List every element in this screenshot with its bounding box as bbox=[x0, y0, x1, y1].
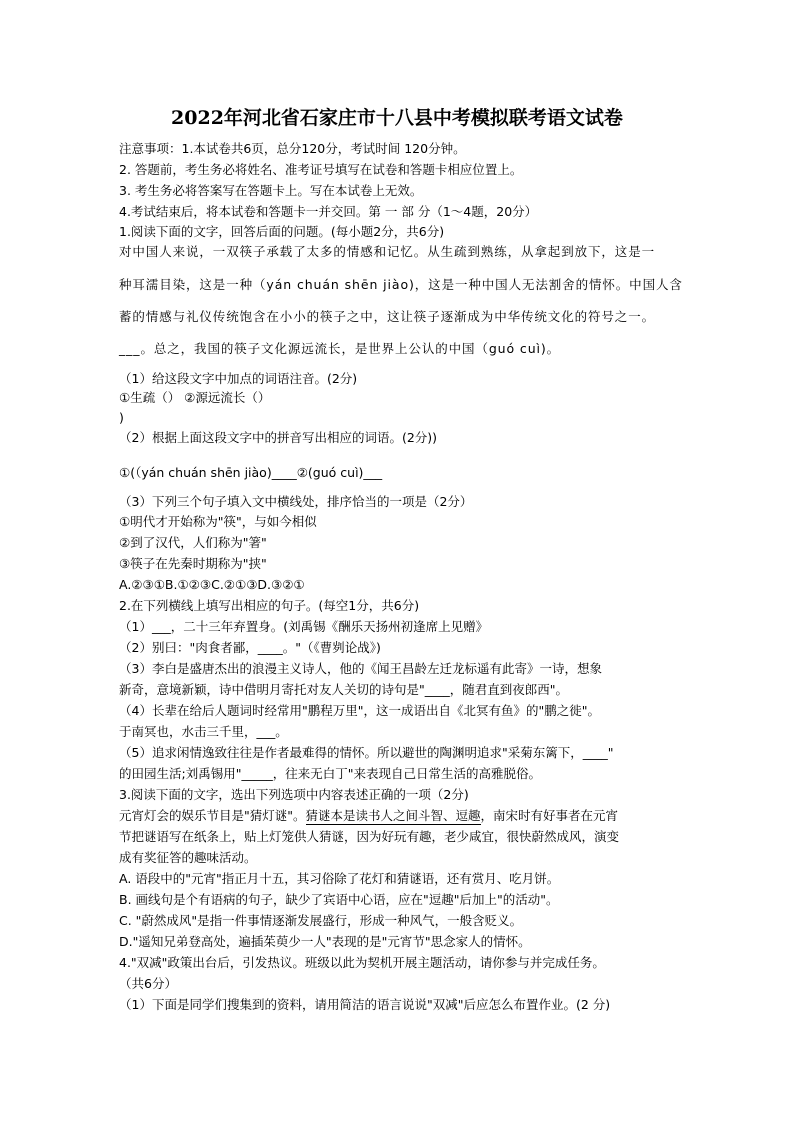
q1-sub3-choices: A.②③①B.①②③C.②①③D.③②① bbox=[119, 577, 305, 592]
q1-sub3-prompt: （3）下列三个句子填入文中横线处，排序恰当的一项是（2分） bbox=[119, 494, 473, 509]
q3-option-b: B. 画线句是个有语病的句子，缺少了宾语中心语，应在"逗趣"后加上"的活动"。 bbox=[119, 892, 559, 907]
q2-line-3: （3）李白是盛唐杰出的浪漫主义诗人，他的《闻王昌龄左迁龙标遥有此寄》一诗，想象 bbox=[119, 661, 602, 676]
notice-line-3: 3. 考生务必将答案写在答题卡上。写在本试卷上无效。 bbox=[119, 183, 423, 198]
exam-title: 2022年河北省石家庄市十八县中考模拟联考语文试卷 bbox=[171, 107, 623, 129]
q1-sub1-close: ) bbox=[119, 410, 124, 425]
q3-passage-rest: ，南宋时有好事者在元宵 bbox=[480, 808, 619, 823]
q2-line-7: （5）追求闲情逸致往往是作者最难得的情怀。所以避世的陶渊明追求"采菊东篱下，____" bbox=[119, 745, 614, 760]
q1-sub2-items: ①(（yán chuán shēn jiào)____②(guó cuì)___ bbox=[119, 465, 383, 480]
q3-option-a: A. 语段中的"元宵"指正月十五，其习俗除了花灯和猜谜语，还有赏月、吃月饼。 bbox=[119, 871, 560, 886]
q4-sub1-prompt: （1）下面是同学们搜集到的资料，请用简洁的语言说说"双减"后应怎么布置作业。(2 分) bbox=[119, 997, 611, 1012]
notice-line-2: 2. 答题前，考生务必将姓名、准考证号填写在试卷和答题卡相应位置上。 bbox=[119, 162, 523, 177]
q1-sub1-prompt: （1）给这段文字中加点的词语注音。(2分) bbox=[119, 371, 358, 386]
q2-line-4: 新奇，意境新颖，诗中借明月寄托对友人关切的诗句是"____，随君直到夜郎西"。 bbox=[119, 682, 569, 697]
q3-option-d: D."遥知兄弟登高处，遍插茱萸少一人"表现的是"元宵节"思念家人的情怀。 bbox=[119, 934, 531, 949]
q2-line-5: （4）长辈在给后人题词时经常用"鹏程万里"，这一成语出自《北冥有鱼》的"鹏之徙"。 bbox=[119, 703, 600, 718]
q1-sub3-option-1: ①明代才开始称为"筷"，与如今相似 bbox=[119, 514, 317, 529]
q1-sub1-items: ①生疏（） ②源远流长（） bbox=[119, 390, 271, 405]
q2-line-8: 的田园生活;刘禹锡用"_____，往来无白丁"来表现自己日常生活的高雅脱俗。 bbox=[119, 766, 541, 781]
q1-sub2-prompt: （2）根据上面这段文字中的拼音写出相应的词语。(2分)) bbox=[119, 430, 438, 445]
question-2-heading: 2.在下列横线上填写出相应的句子。(每空1分，共6分) bbox=[119, 598, 420, 613]
question-4-heading: 4."双减"政策出台后，引发热议。班级以此为契机开展主题活动，请你参与并完成任务。 bbox=[119, 955, 605, 970]
q4-score: （共6分） bbox=[119, 976, 177, 991]
question-1-heading: 1.阅读下面的文字，回答后面的问题。(每小题2分，共6分) bbox=[119, 224, 445, 239]
q2-line-1: （1）___，二十三年弃置身。(刘禹锡《酬乐天扬州初逢席上见赠》 bbox=[119, 619, 489, 634]
passage-line-1: 对中国人来说，一双筷子承载了太多的情感和记忆。从生疏到熟练，从拿起到放下，这是一 bbox=[119, 244, 656, 259]
notice-line-4: 4.考试结束后，将本试卷和答题卡一并交回。第 一 部 分（1～4题，20分） bbox=[119, 204, 538, 219]
notice-line-1: 注意事项：1.本试卷共6页，总分120分，考试时间 120分钟。 bbox=[119, 141, 466, 156]
passage-line-2: 种耳濡目染，这是一种（yán chuán shēn jiào)，这是一种中国人无法割舍的情怀。中国人含 bbox=[119, 277, 683, 292]
passage-line-4: ___。总之，我国的筷子文化源远流长，是世界上公认的中国（guó cuì)。 bbox=[119, 341, 561, 356]
underlined-sentence: 猜谜本是读书人之间斗智、逗趣 bbox=[305, 808, 481, 823]
q3-option-c: C. "蔚然成风"是指一件事情逐渐发展盛行，形成一种风气，一般含贬义。 bbox=[119, 913, 523, 928]
q3-passage-line-2: 节把谜语写在纸条上，贴上灯笼供人猜谜，因为好玩有趣，老少咸宜，很快蔚然成风，演变 bbox=[119, 829, 620, 844]
q2-line-2: （2）别曰："肉食者鄙，____。"（《曹刿论战》) bbox=[119, 640, 381, 655]
q3-passage-line-3: 成有奖征答的趣味活动。 bbox=[119, 850, 257, 865]
question-3-heading: 3.阅读下面的文字，选出下列选项中内容表述正确的一项（2分) bbox=[119, 787, 469, 802]
q1-sub3-option-2: ②到了汉代，人们称为"箸" bbox=[119, 535, 267, 550]
q1-sub3-option-3: ③筷子在先秦时期称为"挟" bbox=[119, 556, 267, 571]
passage-line-3: 蓄的情感与礼仪传统饱含在小小的筷子之中，这让筷子逐渐成为中华传统文化的符号之一。 bbox=[119, 309, 656, 324]
q2-line-6: 于南冥也，水击三千里，___。 bbox=[119, 724, 288, 739]
q3-passage-start: 元宵灯会的娱乐节目是"猜灯谜"。 bbox=[119, 808, 306, 823]
q3-passage-line-1 bbox=[119, 808, 618, 825]
